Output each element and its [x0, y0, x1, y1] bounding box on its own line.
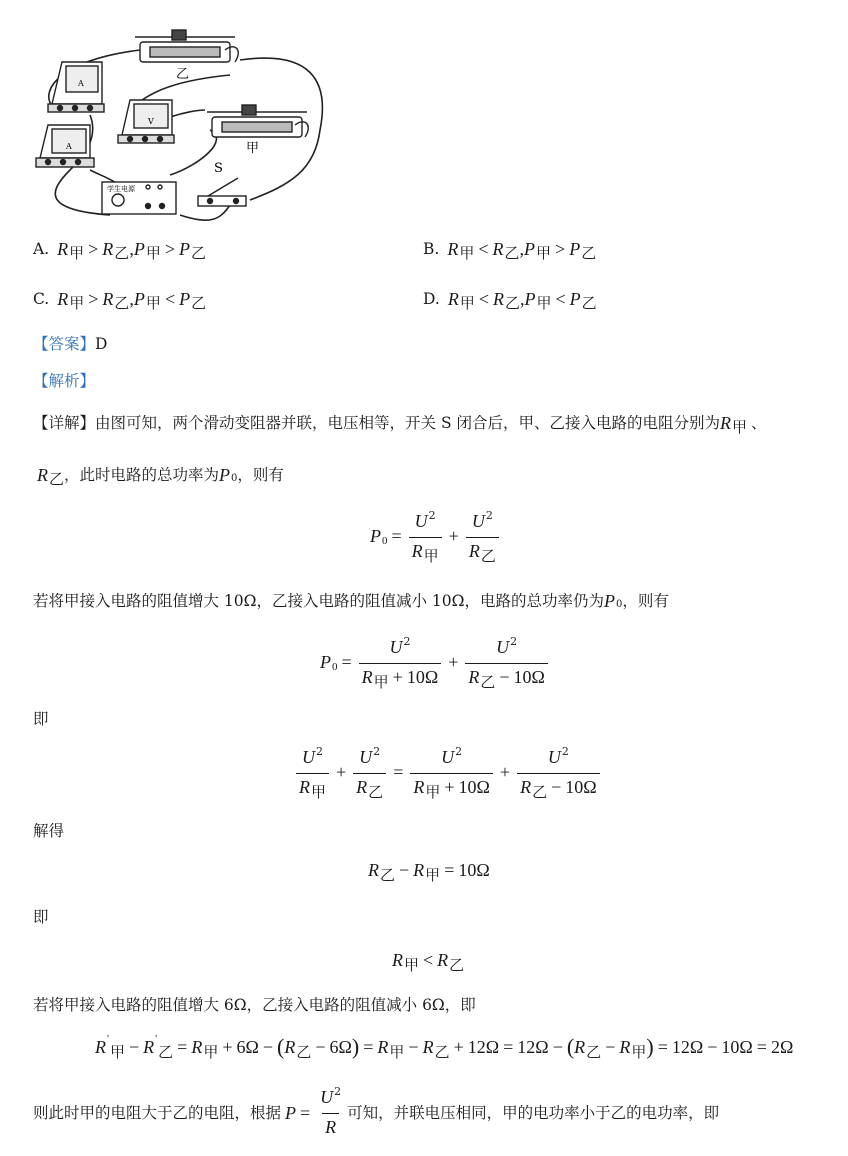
- label-jia: 甲: [246, 141, 260, 156]
- ammeter-label-2: A: [66, 142, 72, 151]
- para-3: 若将甲接入电路的阻值增大 6Ω，乙接入电路的阻值减小 6Ω，即: [33, 996, 476, 1014]
- rheostat-jia: [207, 105, 308, 137]
- detail-line-1: 【详解】 由图可知，两个滑动变阻器并联，电压相等，开关 S 闭合后，甲、乙接入电路的电阻分别为 R 甲 、: [33, 413, 767, 436]
- answer-tag: 【答案】: [33, 335, 96, 353]
- answer-line: [33, 333, 107, 355]
- option-a[interactable]: A. R 甲 > R 乙 , P 甲 > P 乙: [33, 239, 206, 262]
- equation-4: R 乙 − R 甲 = 10Ω: [368, 860, 490, 884]
- option-letter: B.: [423, 240, 440, 258]
- equation-5: R 甲 < R 乙: [392, 950, 465, 974]
- option-c[interactable]: C. R 甲 > R 乙 , P 甲 < P 乙: [33, 289, 207, 312]
- voltmeter-label: V: [148, 117, 154, 126]
- rheostat-yi: [135, 30, 238, 62]
- option-b[interactable]: B. R 甲 < R 乙 , P 甲 > P 乙: [423, 239, 597, 262]
- ammeter-2: [36, 125, 94, 167]
- equation-1: P 0 = $\frac{U^2}{\text{R甲}}$ + $\frac{U^2}{\text{R乙}}$: [370, 510, 502, 563]
- ji-2: 即: [33, 908, 49, 926]
- option-letter: A.: [33, 240, 50, 258]
- power-supply-label: 学生电源: [107, 185, 135, 193]
- detail-text-2: ，此时电路的总功率为: [64, 466, 220, 484]
- equation-2: P 0 = $\frac{U^2}{\text{R甲 + 10Ω}}$ + $\frac{U^2}{\text{R乙 − 10Ω}}$: [320, 636, 551, 689]
- switch-label: S: [214, 161, 223, 176]
- ammeter-1: [48, 62, 104, 112]
- equation-3: $\frac{U^2}{\text{R甲}}$ + $\frac{U^2}{\text{R乙}}$ = $\frac{U^2}{\text{R甲 + 10Ω}}$ + $\frac{U^2}{\text{R乙 − 10Ω}}$: [293, 746, 603, 799]
- analysis-line: [33, 370, 95, 392]
- ji-1: 即: [33, 710, 49, 728]
- detail-line-2: R 乙 ，此时电路的总功率为 P 0 ，则有: [37, 465, 284, 488]
- voltmeter: [118, 100, 174, 143]
- option-letter: D.: [423, 290, 440, 308]
- detail-tag: 【详解】: [33, 414, 96, 432]
- option-letter: C.: [33, 290, 50, 308]
- answer-value: D: [95, 335, 108, 353]
- circuit-figure: [30, 20, 340, 225]
- detail-text-1: 由图可知，两个滑动变阻器并联，电压相等，开关 S 闭合后，甲、乙接入电路的电阻分别为: [95, 414, 720, 432]
- analysis-tag: 【解析】: [33, 372, 96, 390]
- jiede: 解得: [33, 822, 65, 840]
- switch: [198, 178, 246, 206]
- label-yi: 乙: [176, 67, 190, 82]
- para-2: 若将甲接入电路的阻值增大 10Ω，乙接入电路的阻值减小 10Ω，电路的总功率仍为 P 0 ，则有: [33, 591, 669, 611]
- ammeter-label: A: [78, 79, 84, 88]
- para-4: 则此时甲的电阻大于乙的电阻，根据 P = $\frac{U^2}{R}$ 可知，并联电压相同，甲的电功率小于乙的电功率，即: [33, 1085, 720, 1137]
- equation-6: R ' 甲 − R ' 乙 = R 甲 + 6Ω − ( R 乙 − 6Ω ) = R 甲 − R 乙 + 12Ω = 12Ω − ( R 乙 − R 甲 ) = 12Ω − 10Ω = 2Ω: [95, 1033, 794, 1061]
- option-d[interactable]: D. R 甲 < R 乙 , P 甲 < P 乙: [423, 289, 597, 312]
